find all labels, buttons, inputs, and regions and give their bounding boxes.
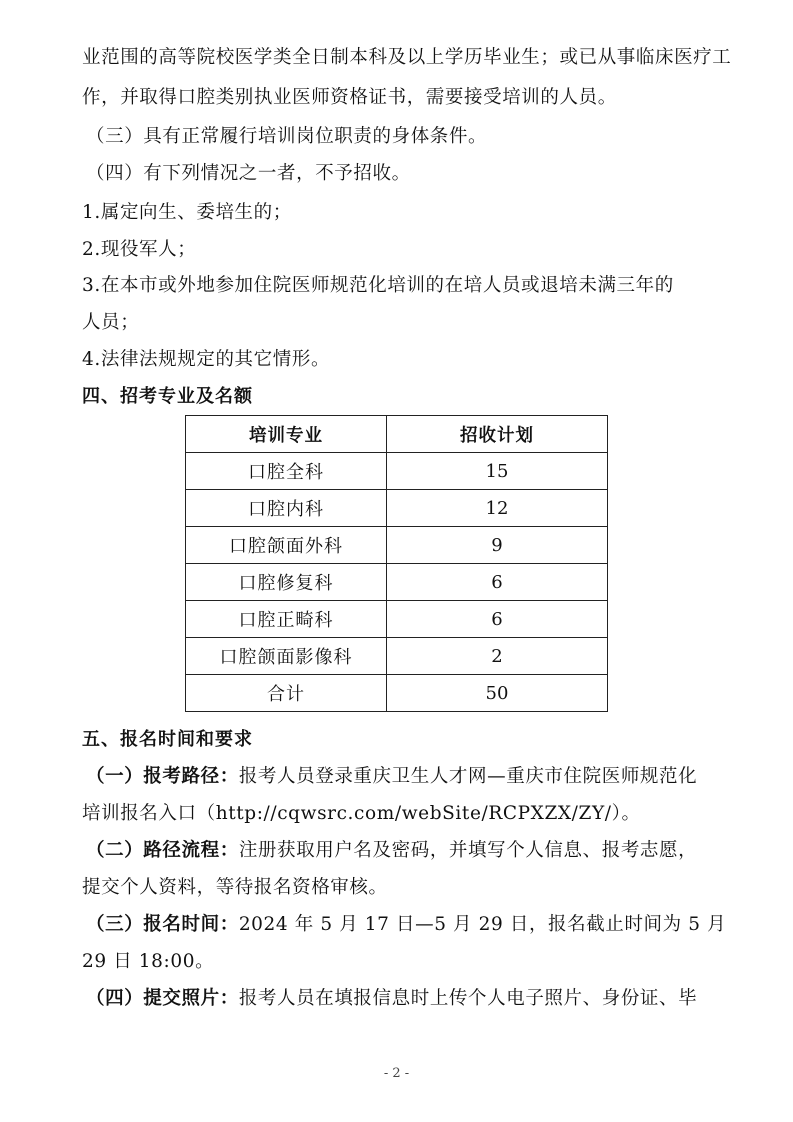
- table-cell-total-label: 合计: [186, 675, 387, 712]
- table-row: [186, 453, 608, 490]
- table-cell-major: 口腔全科: [186, 453, 387, 490]
- table-cell-total-value: 50: [387, 675, 608, 712]
- table-cell-quota: 12: [387, 490, 608, 527]
- paragraph-text: 报考人员登录重庆卫生人才网—重庆市住院医师规范化: [238, 766, 698, 787]
- list-item: 2.现役军人；: [82, 239, 197, 260]
- subsection-label: （一）报考路径：: [86, 766, 239, 787]
- paragraph-text: 注册获取用户名及密码，并填写个人信息、报考志愿，: [238, 840, 698, 861]
- paragraph-line: 提交个人资料，等待报名资格审核。: [82, 877, 388, 898]
- paragraph-line: [86, 763, 766, 791]
- table-cell-quota: 2: [387, 638, 608, 675]
- subsection-label: （三）报名时间：: [86, 914, 239, 935]
- paragraph-line: [86, 985, 766, 1013]
- paragraph-line: 业范围的高等院校医学类全日制本科及以上学历毕业生；或已从事临床医疗工: [82, 47, 732, 68]
- section-heading: 四、招考专业及名额: [82, 386, 253, 407]
- table-cell-quota: 15: [387, 453, 608, 490]
- table-cell-quota: 9: [387, 527, 608, 564]
- list-item: 3.在本市或外地参加住院医师规范化培训的在培人员或退培未满三年的: [82, 275, 674, 296]
- subsection-label: （二）路径流程：: [86, 840, 239, 861]
- table-total-row: [186, 675, 608, 712]
- table-row: [186, 527, 608, 564]
- table-cell-quota: 6: [387, 564, 608, 601]
- subsection-label: （四）提交照片：: [86, 988, 239, 1009]
- table-cell-major: 口腔颌面外科: [186, 527, 387, 564]
- paragraph-text: 报考人员在填报信息时上传个人电子照片、身份证、毕: [238, 988, 698, 1009]
- enrollment-table: [185, 415, 608, 712]
- section-heading: 五、报名时间和要求: [82, 729, 253, 750]
- table-row: [186, 601, 608, 638]
- table-cell-major: 口腔修复科: [186, 564, 387, 601]
- paragraph-text: 2024 年 5 月 17 日—5 月 29 日，报名截止时间为 5 月: [238, 914, 727, 935]
- table-cell-major: 口腔内科: [186, 490, 387, 527]
- table-row: [186, 638, 608, 675]
- table-cell-quota: 6: [387, 601, 608, 638]
- paragraph-line: （四）有下列情况之一者，不予招收。: [86, 163, 411, 184]
- paragraph-line: [86, 837, 766, 865]
- paragraph-line: 作，并取得口腔类别执业医师资格证书，需要接受培训的人员。: [82, 87, 617, 108]
- paragraph-line: （三）具有正常履行培训岗位职责的身体条件。: [86, 126, 488, 147]
- table-header-cell: 招收计划: [387, 416, 608, 453]
- paragraph-line: 29 日 18:00。: [82, 951, 215, 972]
- table-row: [186, 564, 608, 601]
- list-item-continuation: 人员；: [82, 312, 140, 333]
- list-item: 1.属定向生、委培生的；: [82, 202, 292, 223]
- table-header-row: [186, 416, 608, 453]
- table-row: [186, 490, 608, 527]
- page-number: - 2 -: [383, 1066, 410, 1081]
- table-cell-major: 口腔颌面影像科: [186, 638, 387, 675]
- paragraph-line: 培训报名入口（http://cqwsrc.com/webSite/RCPXZX/ZY/）。: [82, 803, 641, 824]
- table-cell-major: 口腔正畸科: [186, 601, 387, 638]
- paragraph-line: [86, 911, 766, 939]
- list-item: 4.法律法规规定的其它情形。: [82, 349, 331, 370]
- table-header-cell: 培训专业: [186, 416, 387, 453]
